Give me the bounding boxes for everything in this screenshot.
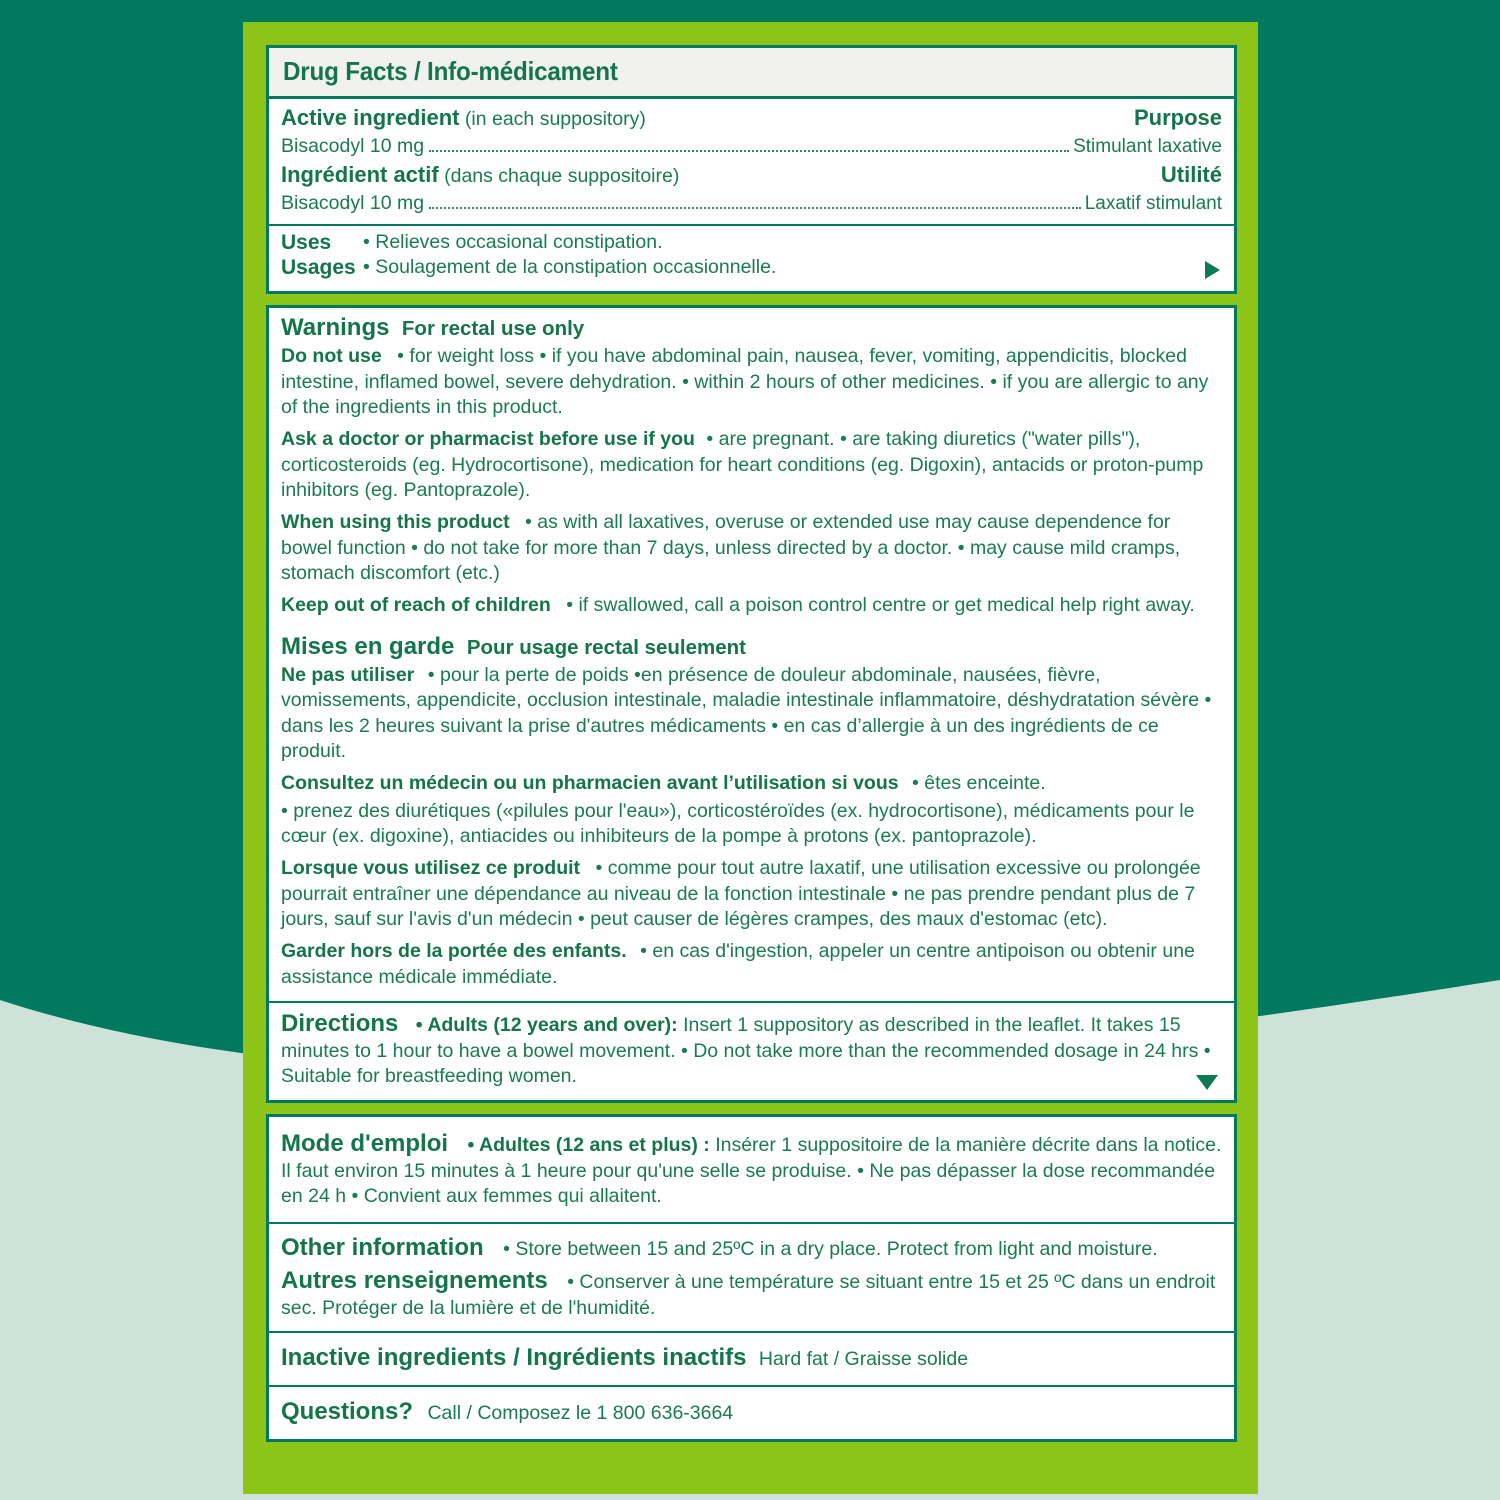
other-info-label-en: Other information [281,1233,484,1261]
panel-ingredients-uses [266,45,1237,294]
when-using-fr [281,850,1222,933]
warnings-subheading-fr: Pour usage rectal seulement [466,635,746,659]
when-using-label-en: When using this product [281,511,510,534]
do-not-use-en [281,343,1222,421]
other-info-text-fr: • Conserver à une température se situant entre 15 et 25 ºC dans un endroit sec. Protéger de la lumière et de l'humidité. [281,1270,1216,1320]
do-not-use-label-fr: Ne pas utiliser [281,663,415,686]
purpose-value-en: Stimulant laxative [1073,136,1222,158]
warnings-heading-fr: Mises en garde [281,632,455,660]
warnings-heading-row-en [281,313,1222,343]
ask-doctor-text-en: • are pregnant. • are taking diuretics ("water pills"), corticosteroids (eg. Hydrocortisone), medication for heart conditions (eg. Digoxin), antacids or proton-pump inhibitors (eg. Pantoprazole). [281,428,1204,502]
other-info-text-en: • Store between 15 and 25ºC in a dry place. Protect from light and moisture. [503,1237,1158,1260]
page-title: Drug Facts / Info-médicament [283,56,618,86]
keep-out-label-fr: Garder hors de la portée des enfants. [281,940,627,963]
other-info-label-fr: Autres renseignements [281,1266,548,1294]
do-not-use-fr [281,662,1222,765]
ingredient-name-fr: Bisacodyl 10 mg [281,192,425,215]
directions-block-en [269,1001,1234,1100]
directions-text-en: Insert 1 suppository as described in the leaflet. It takes 15 minutes to 1 hour to have a bowel movement. • Do not take more than the recommended dosage in 24 hrs • Suitable for breastfeeding women. [281,1013,1211,1088]
warnings-heading-en: Warnings [281,314,390,342]
when-using-text-en: • as with all laxatives, overuse or extended use may cause dependence for bowel function • do not take for more than 7 days, unless directed by a doctor. • may cause mild cramps, stomach discomfort (etc.) [281,511,1181,585]
panel-bottom-sections [266,1114,1237,1442]
keep-out-fr [281,933,1222,991]
warnings-subheading-en: For rectal use only [401,317,585,341]
active-ingredient-value-row-en [281,133,1222,160]
directions-fr-line [281,1128,1222,1210]
directions-heading-fr: Mode d'emploi [281,1129,449,1157]
uses-label-en: Uses [281,231,332,255]
uses-text-en: • Relieves occasional constipation. [363,231,663,254]
uses-block [269,224,1234,291]
ingredient-name-en: Bisacodyl 10 mg [281,135,425,158]
active-ingredient-block [269,99,1234,224]
warnings-heading-row-fr [281,620,1222,662]
keep-out-en [281,587,1222,619]
questions-label: Questions? [281,1397,414,1425]
ask-doctor-label-en: Ask a doctor or pharmacist before use if you [281,428,695,451]
do-not-use-text-fr: • pour la perte de poids •en présence de douleur abdominale, nausées, fièvre, vomissements, appendicite, occlusion intestinale, maladie intestinale inflammatoire, déshydratation sévère • dans les 2 heures suivant la prise d'autres médicaments • en cas d’allergie à un des ingrédients de ce produit. [281,663,1212,762]
uses-text-fr: • Soulagement de la constipation occasionnelle. [363,256,777,279]
directions-block-fr [269,1117,1234,1222]
active-ingredient-label-en: Active ingredient [281,105,460,130]
panel-warnings-directions [266,305,1237,1102]
keep-out-text-en: • if swallowed, call a poison control centre or get medical help right away. [566,594,1195,617]
uses-label-fr: Usages [281,256,356,280]
ask-doctor-fr [281,765,1222,797]
leader-dots-en [429,149,1069,152]
purpose-heading-fr: Utilité [1160,161,1222,187]
ask-doctor-en [281,421,1222,504]
active-ingredient-row-en [281,104,1222,133]
uses-row-en [281,231,1222,255]
other-info-fr-line [281,1265,1222,1322]
ask-doctor-text-fr: • êtes enceinte. [912,772,1046,795]
do-not-use-text-en: • for weight loss • if you have abdominal pain, nausea, fever, vomiting, appendicitis, blocked intestine, inflamed bowel, severe dehydration. • within 2 hours of other medicines. • if you are allergic to any of the ingredients in this product. [281,345,1209,419]
active-ingredient-row-fr [281,161,1222,190]
directions-bold-fr: • Adultes (12 ans et plus) : [467,1133,710,1156]
active-ingredient-label-fr: Ingrédient actif [281,161,439,187]
uses-row-fr [281,256,1222,280]
drug-facts-label [243,22,1258,1494]
ask-doctor-text2-fr: • prenez des diurétiques («pilules pour l'eau»), corticostéroïdes (ex. hydrocortisone), médicaments pour le cœur (ex. digoxine), antiacides ou inhibiteurs de la pompe à protons (ex. pantoprazole). [281,799,1195,847]
other-information-block [269,1222,1234,1332]
warnings-block [269,308,1234,1001]
purpose-heading-en: Purpose [1133,105,1222,130]
active-ingredient-qualifier-fr: (dans chaque suppositoire) [438,164,680,187]
inactive-ingredients-label: Inactive ingredients / Ingrédients inactifs [281,1344,747,1372]
play-right-triangle-icon [1205,261,1220,279]
questions-value: Call / Composez le 1 800 636-3664 [427,1401,734,1424]
when-using-text-fr: • comme pour tout autre laxatif, une utilisation excessive ou prolongée pourrait entraîner une dépendance au niveau de la fonction intestinale • ne pas prendre pendant plus de 7 jours, sauf sur l'avis d'un médecin • peut causer de légères crampes, des maux d'estomac (etc). [281,857,1201,930]
directions-bold-en: • Adults (12 years and over): [415,1013,678,1036]
ask-doctor-label-fr: Consultez un médecin ou un pharmacien avant l’utilisation si vous [281,772,899,795]
do-not-use-label-en: Do not use [281,345,382,368]
directions-en-line [281,1008,1222,1090]
keep-out-text-fr: • en cas d'ingestion, appeler un centre antipoison ou obtenir une assistance médicale immédiate. [281,940,1195,988]
inactive-ingredients-block [269,1331,1234,1384]
when-using-en [281,504,1222,587]
when-using-label-fr: Lorsque vous utilisez ce produit [281,857,581,880]
directions-text-fr: Insérer 1 suppositoire de la manière décrite dans la notice. Il faut environ 15 minutes à 1 heure pour qu'une selle se produise. • Ne pas dépasser la dose recommandée en 24 h • Convient aux femmes qui allaitent. [281,1133,1222,1208]
inactive-ingredients-value: Hard fat / Graisse solide [758,1348,969,1371]
directions-heading-en: Directions [281,1009,399,1037]
play-down-triangle-icon [1196,1075,1218,1090]
active-ingredient-value-row-fr [281,190,1222,217]
leader-dots-fr [429,206,1081,209]
active-ingredient-qualifier-en: (in each suppository) [459,108,646,130]
questions-block [269,1385,1234,1439]
drug-facts-title-bar [269,48,1234,99]
keep-out-label-en: Keep out of reach of children [281,594,551,617]
other-info-en-line [281,1232,1222,1263]
purpose-value-fr: Laxatif stimulant [1084,193,1222,215]
